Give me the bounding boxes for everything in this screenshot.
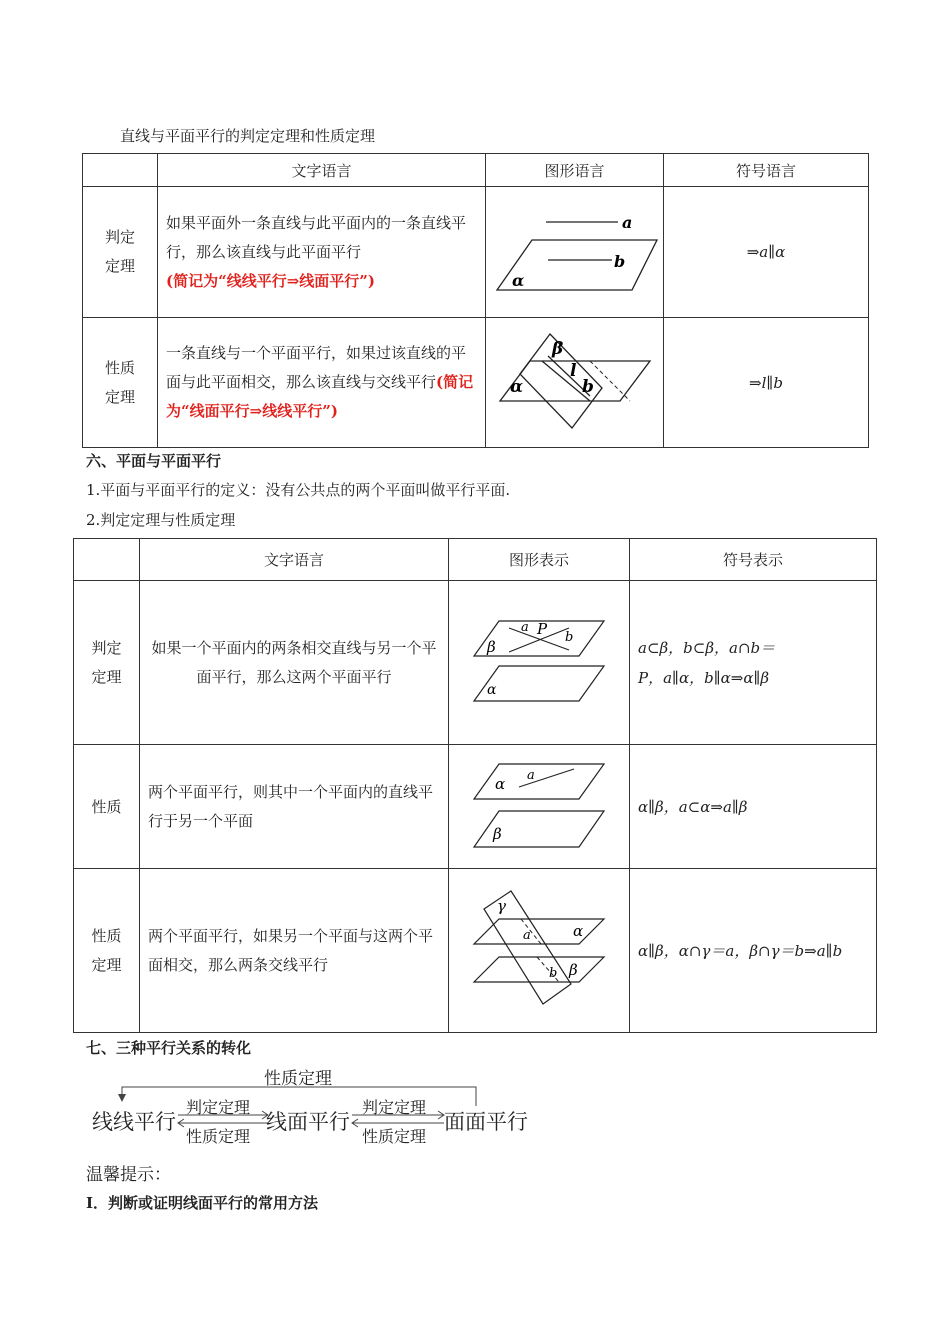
svg-text:b: b — [565, 629, 574, 645]
top-arrow-label: 性质定理 — [264, 1069, 332, 1089]
table2-row2-label: 性质 — [74, 745, 140, 869]
tip-heading: 温馨提示： — [86, 1165, 171, 1185]
arrow2-bottom-label: 性质定理 — [362, 1127, 427, 1146]
svg-text:a: a — [521, 619, 529, 635]
svg-text:b: b — [581, 376, 594, 397]
plane-plane-theorem-table — [73, 538, 877, 1033]
table2-row3-symbol: α∥β，α∩γ＝a，β∩γ＝b⇒a∥b — [630, 869, 877, 1033]
section6-title: 六、平面与平面平行 — [86, 452, 222, 470]
section6-item2: 2.判定定理与性质定理 — [86, 511, 236, 529]
table2-header-figure: 图形表示 — [449, 539, 630, 581]
node-plane-plane: 面面平行 — [444, 1110, 528, 1134]
table2-header-text: 文字语言 — [140, 539, 449, 581]
table1-row1-text: 如果平面外一条直线与此平面内的一条直线平行，那么该直线与此平面平行 (简记为“线线平行⇒线面平行”) — [158, 187, 486, 318]
svg-text:α: α — [573, 921, 584, 940]
table2-row3-text: 两个平面平行，如果另一个平面与这两个平面相交，那么两条交线平行 — [140, 869, 449, 1033]
svg-text:α: α — [495, 774, 506, 793]
table2-row3-label: 性质 定理 — [74, 869, 140, 1033]
svg-text:β: β — [487, 637, 496, 656]
table1-header-symbol: 符号语言 — [664, 154, 869, 187]
svg-text:β: β — [493, 824, 502, 843]
table2-row2-figure — [449, 745, 630, 869]
svg-text:b: b — [549, 965, 558, 981]
line-plane-theorem-table — [82, 153, 869, 448]
svg-text:P: P — [537, 619, 548, 638]
tip-item: I．判断或证明线面平行的常用方法 — [86, 1194, 319, 1212]
node-line-plane: 线面平行 — [266, 1110, 350, 1134]
table1-row1-symbol: ⇒a∥α — [664, 187, 869, 318]
table1-header-empty — [83, 154, 158, 187]
arrow1-top-label: 判定定理 — [186, 1098, 251, 1117]
two-planes-judgement-diagram — [469, 616, 609, 706]
parallel-conversion-diagram — [86, 1060, 546, 1152]
table2-row2-symbol: α∥β，a⊂α⇒a∥β — [630, 745, 877, 869]
table2-header-symbol: 符号表示 — [630, 539, 877, 581]
table1-row2-figure — [486, 318, 664, 448]
svg-text:a: a — [621, 213, 632, 232]
arrow1-bottom-label: 性质定理 — [186, 1127, 251, 1146]
section6-item1: 1.平面与平面平行的定义：没有公共点的两个平面叫做平行平面. — [86, 481, 511, 499]
table1-row2-text: 一条直线与一个平面平行，如果过该直线的平面与此平面相交，那么该直线与交线平行(简记为“线面平行⇒线线平行”) — [158, 318, 486, 448]
table2-row1-label: 判定 定理 — [74, 581, 140, 745]
svg-text:γ: γ — [497, 896, 506, 915]
table2-row3-figure — [449, 869, 630, 1033]
svg-text:l: l — [569, 360, 576, 381]
table1-row1-figure — [486, 187, 664, 318]
svg-text:α: α — [509, 376, 523, 397]
svg-text:b: b — [613, 252, 625, 271]
table2-row1-text: 如果一个平面内的两条相交直线与另一个平面平行，那么这两个平面平行 — [140, 581, 449, 745]
line-parallel-plane-diagram — [490, 200, 660, 300]
node-line-line: 线线平行 — [92, 1110, 176, 1134]
table1-header-figure: 图形语言 — [486, 154, 664, 187]
table1-row2-note: (简记为“线面平行⇒线线平行”) — [166, 373, 474, 420]
table1-row2-label: 性质 定理 — [83, 318, 158, 448]
svg-text:a: a — [527, 767, 535, 783]
table1-row1-label: 判定 定理 — [83, 187, 158, 318]
table1-row2-symbol: ⇒l∥b — [664, 318, 869, 448]
intro-title: 直线与平面平行的判定定理和性质定理 — [120, 127, 376, 145]
section7-title: 七、三种平行关系的转化 — [86, 1039, 252, 1057]
three-planes-diagram — [469, 889, 609, 1009]
table1-row1-note: (简记为“线线平行⇒线面平行”) — [166, 271, 376, 290]
table2-header-empty — [74, 539, 140, 581]
two-planes-property-diagram — [469, 759, 609, 851]
table2-row2-text: 两个平面平行，则其中一个平面内的直线平行于另一个平面 — [140, 745, 449, 869]
table2-row1-figure — [449, 581, 630, 745]
arrow2-top-label: 判定定理 — [362, 1098, 427, 1117]
svg-text:a: a — [523, 927, 531, 943]
table1-header-text: 文字语言 — [158, 154, 486, 187]
plane-intersection-diagram — [490, 326, 660, 436]
svg-text:β: β — [551, 338, 563, 359]
svg-text:α: α — [511, 271, 524, 290]
svg-text:β: β — [569, 960, 578, 979]
svg-text:α: α — [487, 681, 497, 698]
table2-row1-symbol: a⊂β，b⊂β，a∩b＝ P，a∥α，b∥α⇒α∥β — [630, 581, 877, 745]
